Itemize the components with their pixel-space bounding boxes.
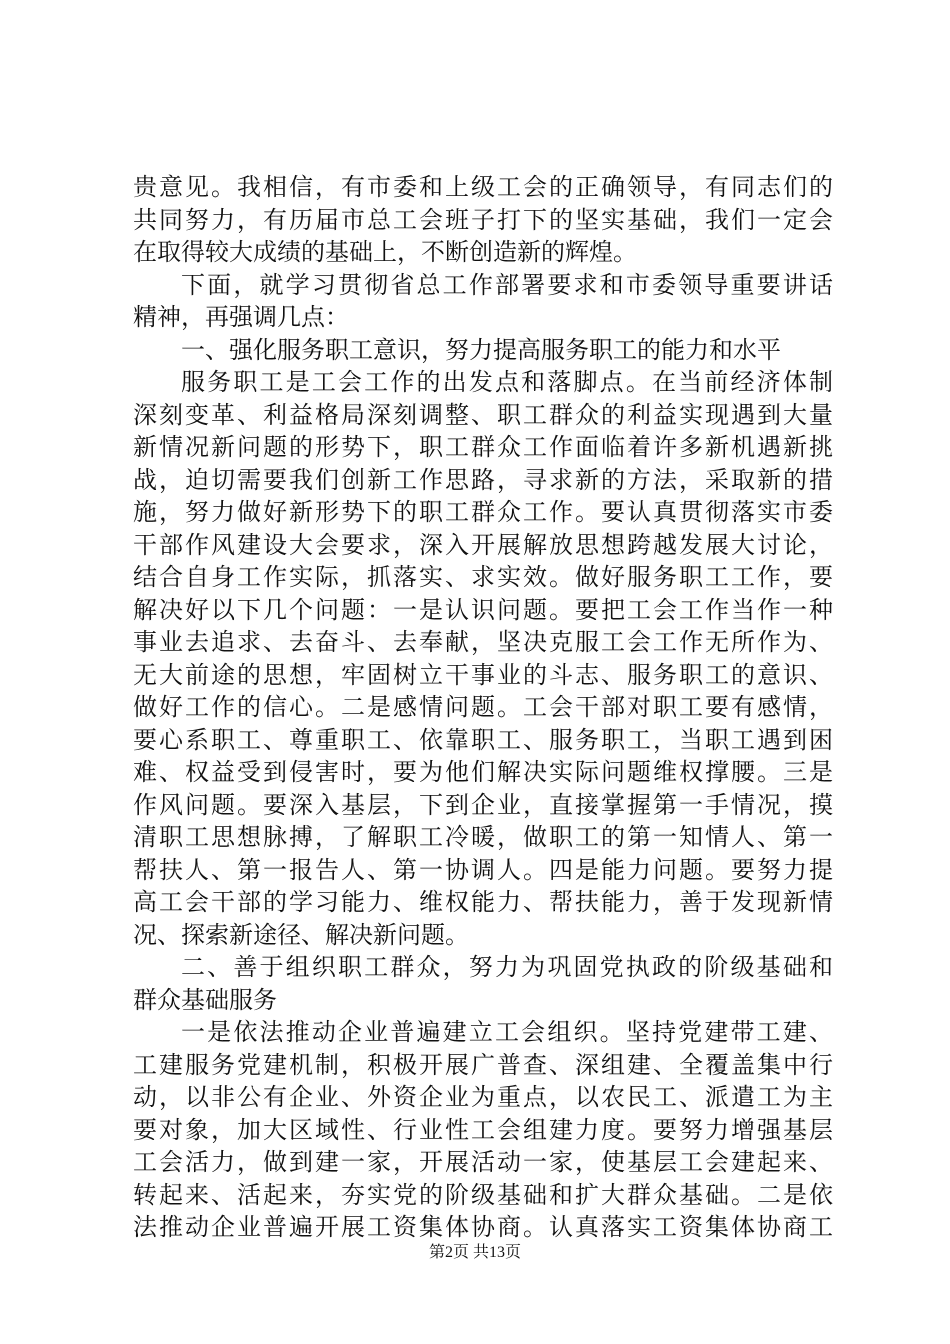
text-line: 要对象，加大区域性、行业性工会组建力度。要努力增强基层: [133, 1115, 833, 1144]
text-line: 精神，再强调几点：: [133, 303, 349, 331]
text-line: 难、权益受到侵害时，要为他们解决实际问题维权撑腰。三是: [133, 758, 833, 786]
text-line: 解决好以下几个问题：一是认识问题。要把工会工作当作一种: [133, 595, 833, 624]
text-line: 在取得较大成绩的基础上，不断创造新的辉煌。: [133, 238, 637, 266]
text-line: 共同努力，有历届市总工会班子打下的坚实基础，我们一定会: [133, 205, 833, 234]
text-line: 做好工作的信心。二是感情问题。工会干部对职工要有感情，: [133, 693, 833, 721]
text-line: 要心系职工、尊重职工、依靠职工、服务职工，当职工遇到困: [133, 725, 833, 754]
text-line: 工建服务党建机制，积极开展广普查、深组建、全覆盖集中行: [133, 1050, 833, 1079]
text-line: 法推动企业普遍开展工资集体协商。认真落实工资集体协商工: [133, 1213, 833, 1241]
text-line: 作风问题。要深入基层，下到企业，直接掌握第一手情况，摸: [133, 790, 833, 819]
text-line: 结合自身工作实际，抓落实、求实效。做好服务职工工作，要: [133, 563, 833, 591]
text-line: 事业去追求、去奋斗、去奉献，坚决克服工会工作无所作为、: [133, 628, 833, 656]
text-line: 帮扶人、第一报告人、第一协调人。四是能力问题。要努力提: [133, 855, 833, 884]
text-line: 下面，就学习贯彻省总工作部署要求和市委领导重要讲话: [181, 270, 833, 299]
text-line: 施，努力做好新形势下的职工群众工作。要认真贯彻落实市委: [133, 498, 833, 526]
text-line: 一、强化服务职工意识，努力提高服务职工的能力和水平: [181, 335, 781, 364]
text-line: 贵意见。我相信，有市委和上级工会的正确领导，有同志们的: [133, 173, 833, 201]
text-line: 战，迫切需要我们创新工作思路，寻求新的方法，采取新的措: [133, 465, 833, 494]
page-number-footer: 第2页 共13页: [428, 1244, 521, 1261]
text-line: 工会活力，做到建一家，开展活动一家，使基层工会建起来、: [133, 1148, 833, 1176]
text-line: 群众基础服务: [133, 985, 277, 1014]
text-line: 动，以非公有企业、外资企业为重点，以农民工、派遣工为主: [133, 1083, 833, 1111]
text-line: 况、探索新途径、解决新问题。: [133, 920, 469, 949]
text-line: 转起来、活起来，夯实党的阶级基础和扩大群众基础。二是依: [133, 1180, 833, 1209]
text-line: 干部作风建设大会要求，深入开展解放思想跨越发展大讨论，: [133, 530, 833, 559]
text-line: 一是依法推动企业普遍建立工会组织。坚持党建带工建、: [181, 1018, 833, 1046]
text-line: 无大前途的思想，牢固树立干事业的斗志、服务职工的意识、: [133, 660, 833, 689]
text-line: 深刻变革、利益格局深刻调整、职工群众的利益实现遇到大量: [133, 400, 833, 429]
text-line: 服务职工是工会工作的出发点和落脚点。在当前经济体制: [181, 368, 833, 396]
text-line: 高工会干部的学习能力、维权能力、帮扶能力，善于发现新情: [133, 888, 833, 916]
text-line: 新情况新问题的形势下，职工群众工作面临着许多新机遇新挑: [133, 433, 833, 461]
text-line: 二、善于组织职工群众，努力为巩固党执政的阶级基础和: [181, 953, 833, 981]
text-line: 清职工思想脉搏，了解职工冷暖，做职工的第一知情人、第一: [133, 823, 833, 851]
body-text: [133, 171, 833, 1244]
